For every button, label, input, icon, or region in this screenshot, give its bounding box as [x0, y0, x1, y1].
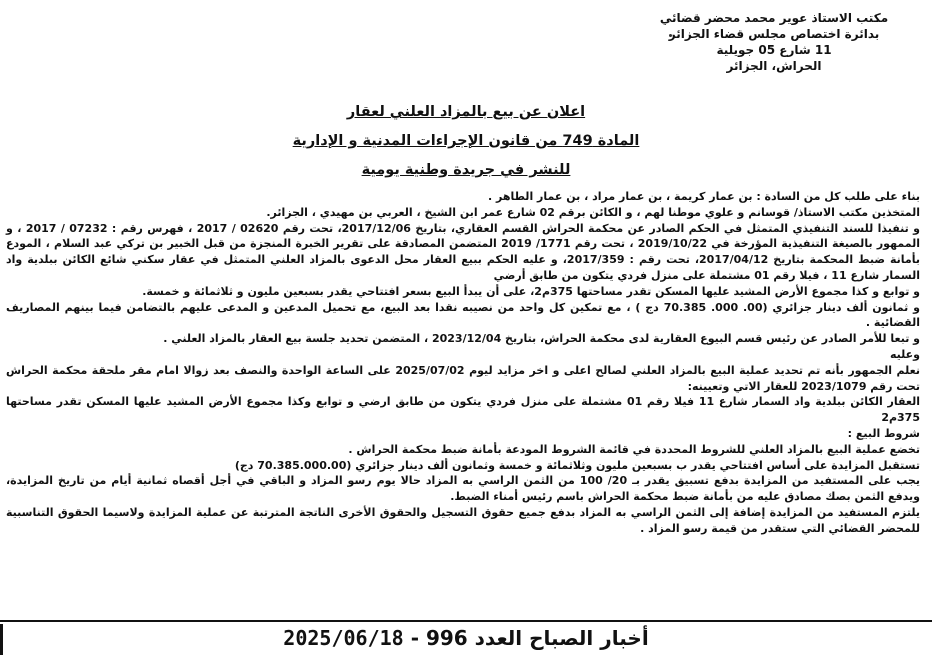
header-line-3: 11 شارع 05 جويلية [716, 43, 832, 57]
body-paragraph: و توابع و كذا مجموع الأرض المشيد عليها المسكن تقدر مساحتها 375م2، على أن يبدأ البيع بسعر افتتاحي يقدر بسبعين مليون و ثلاثمائة و خمسة. [142, 284, 920, 298]
body-paragraph: تستقبل المزايدة على أساس افتتاحي يقدر ب بسبعين مليون وثلاثمائة و خمسة وثمانون ألف دينار جزائري (70.385.000.00 دج) [234, 458, 920, 472]
notice-title: اعلان عن بيع بالمزاد العلني لعقار [346, 104, 586, 120]
body-paragraph: بناء على طلب كل من السادة : بن عمار كريمة ، بن عمار مراد ، بن عمار الطاهر . [487, 190, 920, 203]
sale-conditions-heading: شروط البيع : [847, 426, 920, 440]
header-line-4: الحراش، الجزائر [726, 59, 822, 73]
header-line-2: بدائرة اختصاص مجلس قضاء الجزائر [668, 27, 880, 41]
body-paragraph: تخضع عملية البيع بالمزاد العلني للشروط المحددة في قائمة الشروط المودعة بأمانة ضبط محكمة الحراش . [348, 442, 920, 456]
body-paragraph: يجب على المستفيد من المزايدة بدفع تسبيق يقدر بـ 20/ 100 من الثمن الراسي به المزاد حالا يوم رسو المزاد و الباقي في أجل أقصاه ثمانية أيام من تاريخ المزايدة، ويدفع الثمن بصك مصادق عليه من بأمانة ضبط محكمة الحراش باسم رئيس أمناء الضبط. [6, 474, 920, 504]
bailiff-header [624, 10, 924, 74]
body-paragraph: يلتزم المستفيد من المزايدة إضافة إلى الثمن الراسي به المزاد بدفع جميع حقوق التسجيل والحقوق الأخرى الناتجة المترتبة عن عملية المزايدة ولاسيما الحقوق التناسبية للمحضر القضائي التي ستقدر من قيمة رسو المزاد . [6, 505, 920, 535]
footer-divider [0, 620, 932, 622]
body-paragraph: و تنفيذا للسند التنفيذي المتمثل في الحكم الصادر عن محكمة الحراش القسم العقاري، بتاريخ 2017/12/06، تحت رقم 02620 / 2017 ، فهرس رقم : 07232 / 2017 ، و الممهور بالصيغة التنفيذية المؤرخة في 2019/10/22 ، تحت رقم 1771/ 2019 المتضمن المصادقة على تقرير الخبرة المنجزة من قبل الخبير بن تركي عبد السلام ، المودع بأمانة ضبط المحكمة بتاريخ 2017/04/12، تحت رقم : 2017/359، و عليه الحكم ببيع العقار محل الدعوى بالمزاد العلني المتمثل في عقار سكني شائع الكائن ببلدية واد السمار شارع 11 ، فيلا رقم 01 مشتملة على منزل فردي يتكون من طابق أرضي [6, 221, 921, 282]
body-paragraph: و تبعا للأمر الصادر عن رئيس قسم البيوع العقارية لدى محكمة الحراش، بتاريخ 2023/12/04 ، المتضمن تحديد جلسة بيع العقار بالمزاد العلني . [163, 332, 920, 346]
newspaper-issue: أخبار الصباح العدد 996 - [410, 626, 649, 650]
issue-date: 2025/06/18 [283, 626, 404, 650]
notice-article: المادة 749 من قانون الإجراءات المدنية و الإدارية [292, 133, 640, 149]
body-paragraph: المتخذين مكتب الاستاذ/ قوسانم و علوي موطنا لهم ، و الكائن برقم 02 شارع عمر ابن الشيخ ، العربي بن مهيدي ، الجزائر. [266, 205, 920, 219]
notice-publication: للنشر في جريدة وطنية يومية [361, 162, 571, 178]
body-paragraph: نعلم الجمهور بأنه تم تحديد عملية البيع بالمزاد العلني لصالح اعلى و اخر مزايد ليوم 2025/07/02 على الساعة الواحدة والنصف بعد زوالا امام مقر ملحقة محكمة الحراش تحت رقم 2023/1079 للعقار الاتي وتعيينه: [6, 363, 920, 393]
notice-body [6, 189, 920, 537]
body-paragraph: و ثمانون ألف دينار جزائري (00. 000. 70.385 دج ) ، مع تمكين كل واحد من نصيبه نقدا بعد البيع، مع تحميل المدعين و المدعى عليهم بالتضامن فيما بينهم المصاريف القضائية . [6, 300, 920, 330]
body-paragraph: العقار الكائن ببلدية واد السمار شارع 11 فيلا رقم 01 مشتملة على منزل فردي يتكون من طابق ارضي و توابع وكذا مجموع الأرض المشيد عليها المسكن تقدر مساحتها 375م2 [6, 395, 920, 425]
header-line-1: مكتب الاستاذ عوير محمد محضر قضائي [659, 11, 889, 25]
notice-titles [0, 98, 932, 185]
body-paragraph: وعليه [889, 347, 920, 361]
newspaper-footer [0, 626, 932, 650]
